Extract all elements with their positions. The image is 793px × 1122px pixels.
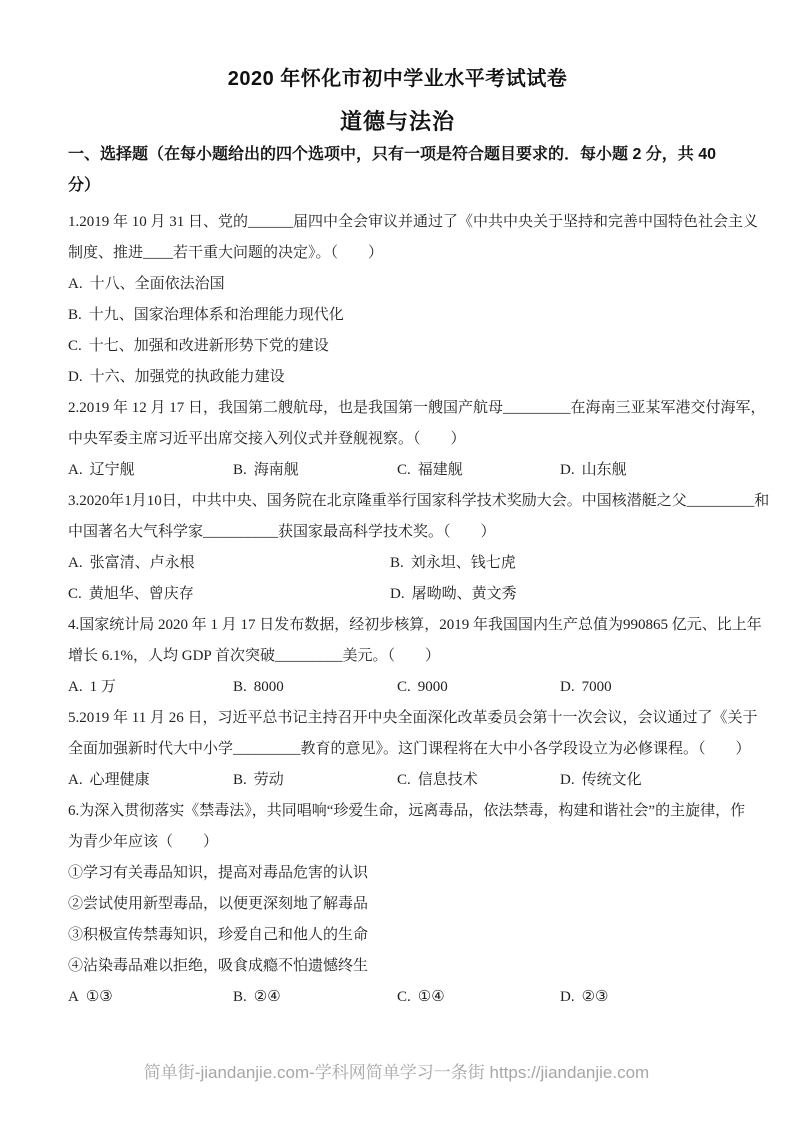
question-6-item-2: ②尝试使用新型毒品，以便更深刻地了解毒品 [68, 896, 369, 912]
question-4-option-a [68, 672, 233, 703]
question-5-option-d [560, 765, 727, 796]
option-label: B. [233, 679, 247, 695]
option-label: A. [68, 462, 83, 478]
option-label: A. [68, 276, 83, 292]
option-text: 1 万 [89, 679, 116, 695]
question-3-option-d [390, 579, 727, 610]
option-text: 9000 [417, 679, 448, 695]
question-1-option-b [68, 300, 727, 331]
option-text: 海南舰 [253, 462, 299, 478]
question-2 [68, 393, 766, 486]
question-2-option-d [560, 455, 727, 486]
option-label: C. [397, 772, 411, 788]
question-4-option-b [233, 672, 397, 703]
question-2-stem-line-1: 2.2019 年 12 月 17 日，我国第二艘航母，也是我国第一艘国产航母_________在海南三亚某军港交付海军， [68, 400, 766, 416]
question-3-stem-line-1: 3.2020年1月10日，中共中央、国务院在北京隆重举行国家科学技术奖励大会。中国核潜艇之父_________和 [68, 493, 770, 509]
question-6-item-1: ①学习有关毒品知识，提高对毒品危害的认识 [68, 865, 369, 881]
option-text: 十九、国家治理体系和治理能力现代化 [88, 307, 344, 323]
question-4 [68, 610, 762, 703]
question-3-option-a [68, 548, 390, 579]
option-text: ②④ [253, 989, 281, 1005]
option-text: 劳动 [253, 772, 284, 788]
option-text: 辽宁舰 [89, 462, 135, 478]
question-6-item-4: ④沾染毒品难以拒绝，吸食成瘾不怕遗憾终生 [68, 958, 369, 974]
option-text: 山东舰 [581, 462, 627, 478]
question-6-option-c [397, 982, 560, 1013]
question-1-stem-line-2: 制度、推进____若干重大问题的决定》。（ ） [68, 245, 384, 261]
question-1-option-c [68, 331, 727, 362]
question-1 [68, 207, 759, 393]
question-3-option-c [68, 579, 390, 610]
option-label: B. [233, 989, 247, 1005]
option-label: A. [68, 679, 83, 695]
question-5-stem-line-2: 全面加强新时代大中小学_________教育的意见》。这门课程将在大中小各学段设立为必修课程。（ ） [68, 741, 751, 757]
option-text: 刘永坦、钱七虎 [410, 555, 516, 571]
question-4-stem-line-2: 增长 6.1%，人均 GDP 首次突破_________美元。（ ） [68, 648, 440, 664]
question-2-option-c [397, 455, 560, 486]
question-2-option-b [233, 455, 397, 486]
option-label: B. [233, 772, 247, 788]
option-text: ①③ [85, 989, 113, 1005]
option-label: D. [68, 369, 83, 385]
option-label: A. [68, 555, 83, 571]
option-text: 福建舰 [417, 462, 463, 478]
question-6-item-3: ③积极宣传禁毒知识，珍爱自己和他人的生命 [68, 927, 369, 943]
question-2-options [68, 455, 727, 486]
option-text: 信息技术 [417, 772, 478, 788]
option-label: D. [560, 772, 575, 788]
document-title: 2020 年怀化市初中学业水平考试试卷 [227, 68, 568, 90]
question-2-stem-line-2: 中央军委主席习近平出席交接入列仪式并登舰视察。（ ） [68, 431, 466, 447]
option-label: C. [68, 586, 82, 602]
question-5-option-c [397, 765, 560, 796]
question-2-option-a [68, 455, 233, 486]
question-5-option-a [68, 765, 233, 796]
option-label: C. [397, 462, 411, 478]
option-label: A [68, 989, 79, 1005]
option-label: A. [68, 772, 83, 788]
option-label: B. [233, 462, 247, 478]
question-3-stem-line-2: 中国著名大气科学家__________获国家最高科学技术奖。（ ） [68, 524, 496, 540]
option-label: C. [68, 338, 82, 354]
option-text: 传统文化 [581, 772, 642, 788]
question-3 [68, 486, 770, 610]
question-3-options [68, 548, 727, 610]
option-text: 黄旭华、曾庆存 [88, 586, 194, 602]
question-4-option-c [397, 672, 560, 703]
option-label: D. [560, 462, 575, 478]
question-5-stem-line-1: 5.2019 年 11 月 26 日，习近平总书记主持召开中央全面深化改革委员会第十一次会议，会议通过了《关于 [68, 710, 758, 726]
question-3-option-b [390, 548, 727, 579]
option-label: C. [397, 679, 411, 695]
question-5-options [68, 765, 727, 796]
question-5 [68, 703, 758, 796]
question-6-stem-line-1: 6.为深入贯彻落实《禁毒法》，共同唱响“珍爱生命，远离毒品，依法禁毒，构建和谐社会”的主旋律，作 [68, 803, 746, 819]
footer-watermark: 简单街-jiandanjie.com-学科网简单学习一条街 https://jiandanjie.com [143, 1063, 650, 1082]
option-text: 十六、加强党的执政能力建设 [89, 369, 285, 385]
option-text: 屠呦呦、黄文秀 [411, 586, 517, 602]
option-text: 8000 [253, 679, 284, 695]
section-heading-line-1: 一、选择题（在每小题给出的四个选项中，只有一项是符合题目要求的．每小题 2 分，共 40 [68, 146, 717, 163]
question-6 [68, 796, 746, 1013]
question-4-options [68, 672, 727, 703]
question-5-option-b [233, 765, 397, 796]
option-text: 7000 [581, 679, 612, 695]
option-label: D. [560, 679, 575, 695]
question-list [68, 207, 770, 1013]
option-label: D. [390, 586, 405, 602]
option-text: 十八、全面依法治国 [89, 276, 225, 292]
question-4-option-d [560, 672, 727, 703]
question-6-stem-line-2: 为青少年应该（ ） [68, 834, 219, 850]
question-6-option-a [68, 982, 233, 1013]
option-text: ②③ [581, 989, 609, 1005]
question-4-stem-line-1: 4.国家统计局 2020 年 1 月 17 日发布数据，经初步核算，2019 年我国国内生产总值为990865 亿元、比上年 [68, 617, 762, 633]
option-label: C. [397, 989, 411, 1005]
question-6-option-b [233, 982, 397, 1013]
option-text: 张富清、卢永根 [89, 555, 195, 571]
option-text: ①④ [417, 989, 445, 1005]
option-text: 心理健康 [89, 772, 150, 788]
option-label: D. [560, 989, 575, 1005]
question-1-option-a [68, 269, 727, 300]
question-1-stem-line-1: 1.2019 年 10 月 31 日、党的______届四中全会审议并通过了《中共中央关于坚持和完善中国特色社会主义 [68, 214, 759, 230]
question-6-option-d [560, 982, 727, 1013]
section-heading [68, 139, 727, 201]
question-6-options [68, 982, 727, 1013]
question-1-option-d [68, 362, 727, 393]
option-label: B. [390, 555, 404, 571]
option-text: 十七、加强和改进新形势下党的建设 [88, 338, 329, 354]
section-heading-line-2: 分） [68, 177, 101, 194]
document-subject: 道德与法治 [339, 109, 455, 134]
option-label: B. [68, 307, 82, 323]
